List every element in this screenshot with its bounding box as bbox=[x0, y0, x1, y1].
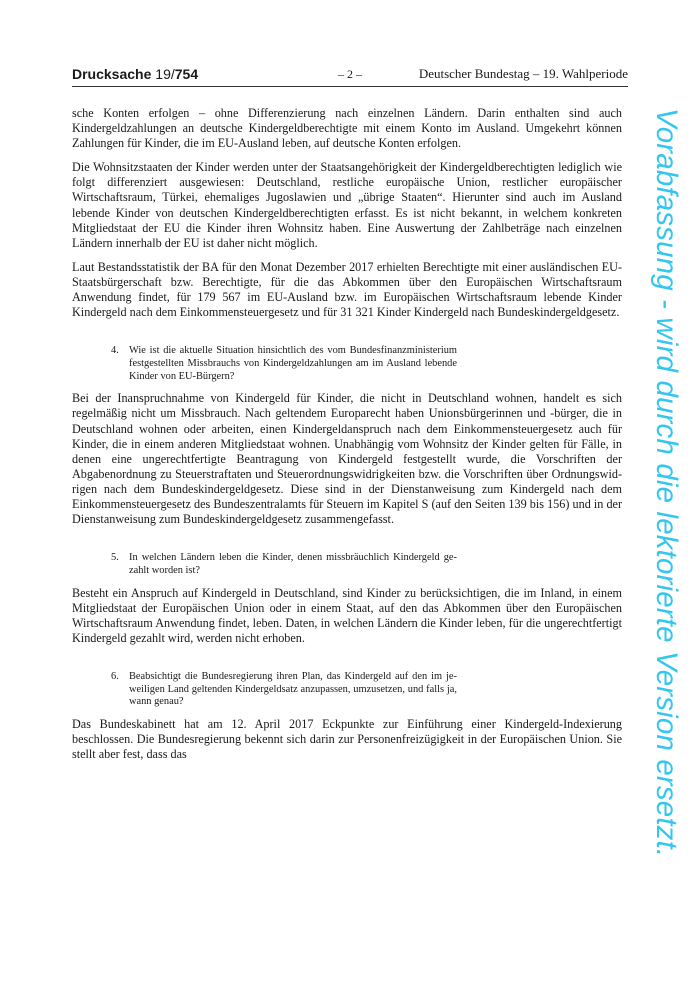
page-number: – 2 – bbox=[338, 67, 362, 81]
page-header bbox=[72, 66, 628, 87]
paragraph: Laut Bestandsstatistik der BA für den Monat Dezember 2017 erhielten Berechtigte mit einer ausländischen EU-Staatsbürgerschaft bzw. Berechtigte, für die das Abkommen über den Europäischen Wirtschaftsraum Anwendung findet, für 179 567 im EU-Ausland bzw. im Europäischen Wirtschaftsraum lebende Kinder Kindergeld nach dem Einkommensteuergesetz und für 31 321 Kinder Kindergeld nach Bundeskindergeldgesetz. bbox=[72, 259, 622, 320]
question-number: 5. bbox=[111, 552, 119, 564]
answer-paragraph: Besteht ein Anspruch auf Kindergeld in Deutschland, sind Kinder zu berücksichtigen, die im Inland, in einem Mitgliedstaat der Europäischen Union oder in einem Staat, auf den das Abkommen über den Europäischen Wirtschaftsraum Anwendung findet, leben. Daten, in welchen Ländern die Kinder leben, für die ungerechtfertigt Kindergeld gezahlt wird, werden nicht erhoben. bbox=[72, 585, 622, 645]
question-4 bbox=[72, 345, 622, 383]
doc-number-suffix: 754 bbox=[174, 66, 199, 82]
publisher-label: Deutscher Bundestag – 19. Wahlperiode bbox=[418, 66, 628, 81]
preliminary-version-watermark: Vorabfassung - wird durch die lektorierte Version ersetzt. bbox=[650, 108, 683, 858]
doc-number-prefix: 19/ bbox=[155, 66, 175, 82]
question-text: Beabsichtigt die Bundesregierung ihren Plan, das Kindergeld auf den im jeweiligen Land geltenden Kindergeldsatz anzupassen, umzusetzen, und falls ja, wann genau? bbox=[129, 670, 457, 708]
question-6 bbox=[72, 671, 622, 709]
paragraph: sche Konten erfolgen – ohne Differenzierung nach einzelnen Ländern. Darin enthalten sind auch Kindergeldzahlungen an deutsche Kindergeldberechtigte mit einem Konto im Ausland. Umgekehrt können Zahlungen für Kinder, die im EU-Ausland leben, auf deutsche Konten erfolgen. bbox=[72, 106, 622, 151]
question-number: 4. bbox=[111, 345, 119, 357]
question-text: In welchen Ländern leben die Kinder, denen missbräuchlich Kindergeld gezahlt worden ist? bbox=[129, 552, 457, 576]
question-text: Wie ist die aktuelle Situation hinsichtlich des vom Bundesfinanzministerium festgestellten Missbrauchs von Kindergeldzahlungen am im Ausland lebende Kinder von EU-Bürgern? bbox=[129, 345, 457, 382]
document-body bbox=[72, 106, 622, 771]
question-5 bbox=[72, 552, 622, 577]
question-number: 6. bbox=[111, 670, 119, 682]
answer-paragraph: Bei der Inanspruchnahme von Kindergeld für Kinder, die nicht in Deutschland wohnen, handelt es sich regelmäßig nicht um Missbrauch. Nach geltendem Europarecht haben Unionsbürgerinnen und -bürger, die in Deutschland wohnen oder arbeiten, einen Kindergeldanspruch nach dem Einkommensteuergesetz auch für Kinder, die in einem anderen Mitgliedstaat wohnen. Unabhängig vom Wohnsitz der Kinder gelten für Fälle, in denen eine ungerechtfertigte Beantragung von Kindergeld festgestellt wurde, die Vorschriften der Abgabenordnung zu Steuerstraftaten und Steuerordnungswidrigkeiten bzw. die Vorschriften über Ordnungswidrigen nach dem Bundeskindergeldgesetz. Diese sind in der Dienstanweisung zum Kindergeld nach dem Einkommensteuergesetz des Bundeszentralamts für Steuern im Kapitel S (auf den Seiten 139 bis 156) und in der Dienstanweisung zum Bundeskindergeldgesetz zusammengefasst. bbox=[72, 391, 622, 527]
doc-label: Drucksache bbox=[72, 66, 152, 82]
answer-paragraph: Das Bundeskabinett hat am 12. April 2017 Eckpunkte zur Einführung einer Kindergeld-Indexierung beschlossen. Die Bundesregierung bekennt sich darin zur Personenfreizügigkeit in der Europäischen Union. Sie stellt aber fest, dass das bbox=[72, 717, 622, 762]
paragraph: Die Wohnsitzstaaten der Kinder werden unter der Staatsangehörigkeit der Kindergeldberechtigten lediglich wie folgt differenziert ausgewiesen: Deutschland, restliche europäische Union, restlicher europäischer Wirtschaftsraum, Türkei, ehemaliges Jugoslawien und „übrige Staaten“. Hierunter sind auch im Ausland lebende Kinder von deutschen Kindergeldberechtigten erfasst. Es ist nicht bekannt, in welchem konkreten Mitgliedstaat der EU die Kinder ihren Wohnsitz haben. Eine Auswertung der Zahlbeträge nach einzelnen Ländern innerhalb der EU ist daher nicht möglich. bbox=[72, 160, 622, 250]
